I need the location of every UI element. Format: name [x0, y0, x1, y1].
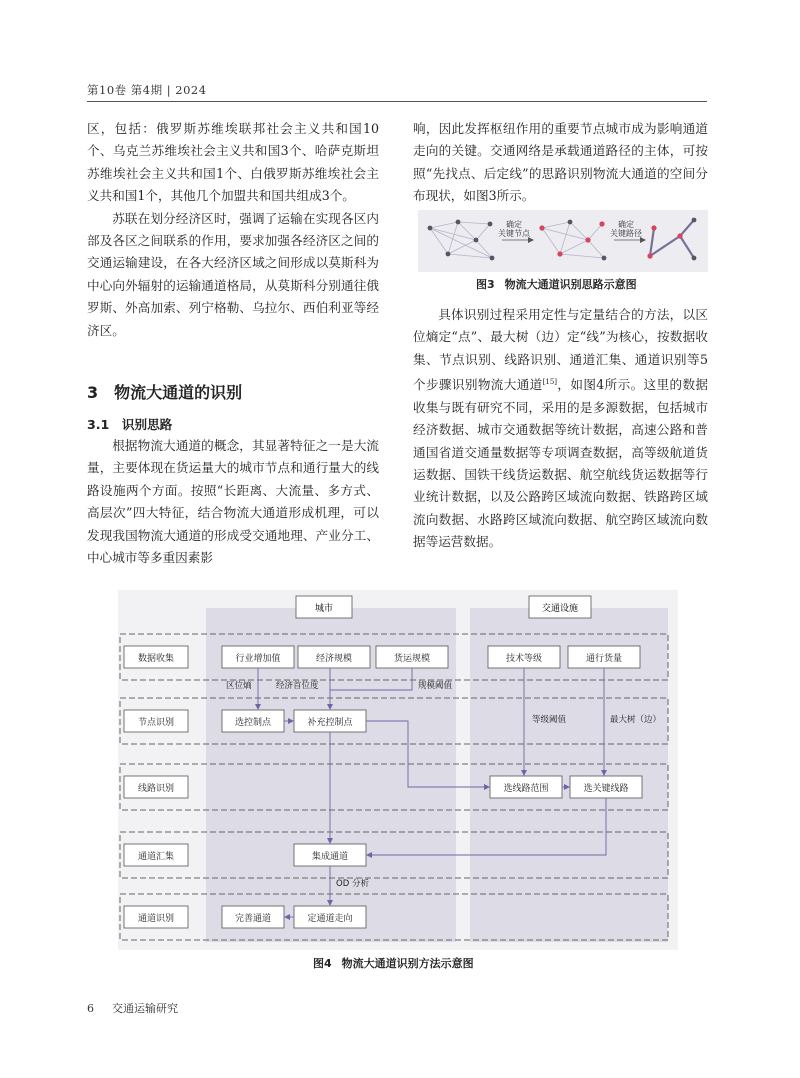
- step-data-collection: 数据收集: [137, 654, 175, 664]
- section-title: 3 物流大通道的识别: [87, 383, 243, 402]
- transport-header: 交通设施: [541, 604, 579, 614]
- left-column-bottom: [87, 435, 379, 569]
- page-number: 6: [87, 1002, 94, 1015]
- box-traffic: 通行货量: [585, 654, 623, 664]
- paragraph-part-a: 具体识别过程采用定性与定量结合的方法，以区位熵定“点”、最大树（边）定“线”为核心，按数据收集、节点识别、线路识别、通道汇集、通道识别等5个步骤识别物流大通道: [413, 307, 708, 393]
- citation-ref: [15]: [542, 378, 558, 387]
- journal-name: 交通运输研究: [112, 1002, 178, 1015]
- box-industry: 行业增加值: [235, 654, 281, 664]
- step2-label-line1: 确定: [618, 220, 634, 229]
- city-header: 城市: [314, 604, 334, 614]
- header-rule: [87, 101, 707, 102]
- figure-3-background: [418, 210, 708, 272]
- label-max-tree: 最大树（边）: [610, 715, 662, 725]
- box-direction: 定通道走向: [307, 914, 353, 924]
- paragraph: 苏联在划分经济区时，强调了运输在实现各区内部及各区之间联系的作用，要求加强各经济区之间的交通运输建设，在各大经济区域之间形成以莫斯科为中心向外辐射的运输通道格局，从莫斯科分别通往俄罗斯、外高加索、列宁格勒、乌拉尔、西伯利亚等经济区。: [87, 210, 379, 338]
- paragraph: 响，因此发挥枢纽作用的重要节点城市成为影响通道走向的关键。交通网络是承载通道路径的主体，可按照“先找点、后定线”的思路识别物流大通道的空间分布现状，如图3所示。: [413, 121, 708, 204]
- box-freight: 货运规模: [393, 654, 431, 664]
- paragraph: 根据物流大通道的概念，其显著特征之一是大流量，主要体现在货运量大的城市节点和通行量大的线路设施两个方面。按照“长距离、大流量、多方式、高层次”四大特征，结合物流大通道形成机理，可以发现我国物流大通道的形成受交通地理、产业分工、中心城市等多重因素影: [87, 438, 379, 566]
- step-line-identify: 线路识别: [137, 784, 175, 794]
- figure-3-diagram: [418, 210, 708, 272]
- left-column-top: [87, 118, 379, 342]
- paragraph-part-b: ，如图4所示。这里的数据收集与既有研究不同，采用的是多源数据，包括城市经济数据、城市交通数据等统计数据，高速公路和普通国省道交通量数据等专项调查数据，高等级航道货运数据、国铁干线货运数据、航空航线货运数据等行业统计数据，以及公路跨区域流向数据、铁路跨区域流向数据、水路跨区域流向数据、航空跨区域流向数据等运营数据。: [413, 377, 708, 550]
- box-supp-ctrl: 补充控制点: [307, 718, 353, 728]
- step1-label-line2: 关键节点: [498, 229, 530, 238]
- figure-4-diagram: [118, 590, 678, 950]
- figure-3-caption: [476, 276, 637, 292]
- paragraph: [413, 304, 708, 554]
- label-scale-th: 规模阈值: [418, 681, 453, 691]
- box-integrate: 集成通道: [311, 852, 349, 862]
- subsection-title: 3.1 识别思路: [87, 417, 173, 432]
- step-node-identify: 节点识别: [137, 718, 175, 728]
- box-economy: 经济规模: [315, 654, 353, 664]
- label-od: OD 分析: [336, 879, 369, 889]
- figure-3-number: 图3: [476, 278, 495, 291]
- step1-label-line1: 确定: [506, 220, 522, 229]
- right-column-top: [413, 118, 708, 208]
- figure-3-caption-text: 物流大通道识别思路示意图: [504, 278, 637, 291]
- figure-4-number: 图4: [313, 957, 332, 970]
- box-line-range: 选线路范围: [503, 784, 549, 794]
- figure-4-caption: [313, 955, 474, 971]
- label-eco-first: 经济首位度: [276, 681, 319, 691]
- step2-label-line2: 关键路径: [610, 229, 642, 238]
- label-lq: 区位熵: [226, 681, 252, 691]
- box-perfect: 完善通道: [234, 914, 272, 924]
- paragraph: 区，包括：俄罗斯苏维埃联邦社会主义共和国10个、乌克兰苏维埃社会主义共和国3个、哈萨克斯坦苏维埃社会主义共和国1个、白俄罗斯苏维埃社会主义共和国1个，其他几个加盟共和国共组成3个。: [87, 121, 379, 204]
- figure-4-caption-text: 物流大通道识别方法示意图: [341, 957, 474, 970]
- step-channel-identify: 通道识别: [137, 914, 175, 924]
- box-key-line: 选关键线路: [583, 784, 629, 794]
- label-grade-th: 等级阈值: [532, 715, 567, 725]
- right-column-bottom: [413, 304, 708, 554]
- page-footer: [87, 1000, 178, 1016]
- box-tech: 技术等级: [505, 654, 543, 664]
- running-header: 第10卷 第4期 | 2024: [87, 83, 207, 97]
- step-channel-collect: 通道汇集: [137, 852, 175, 862]
- box-select-ctrl: 选控制点: [234, 718, 272, 728]
